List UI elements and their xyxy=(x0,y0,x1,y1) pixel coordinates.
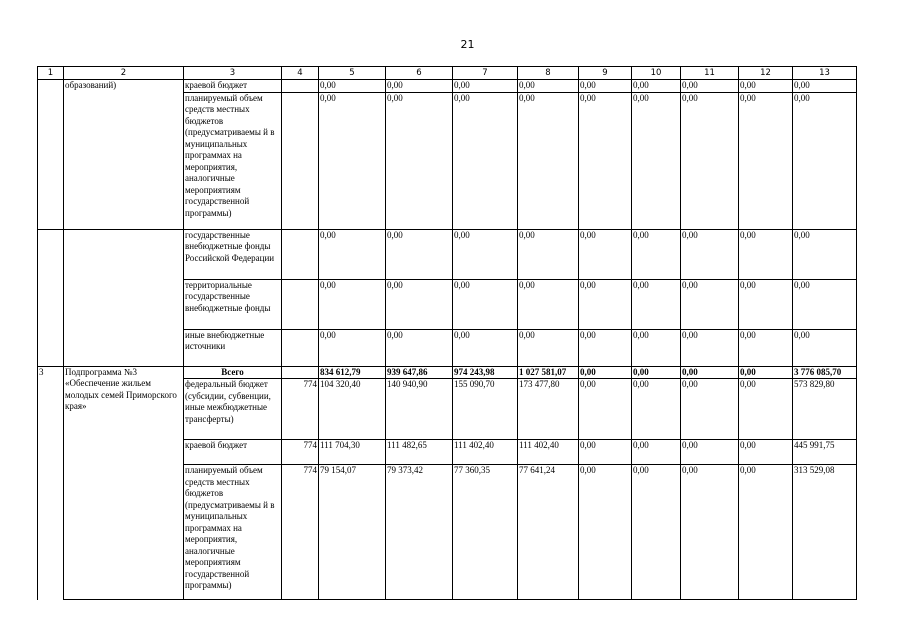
value-cell: 0,00 xyxy=(579,279,632,329)
value-cell: 0,00 xyxy=(579,329,632,366)
value-cell: 0,00 xyxy=(579,366,632,379)
value-cell: 104 320,40 xyxy=(319,379,386,440)
value-cell: 111 482,65 xyxy=(386,440,453,465)
value-cell: 79 373,42 xyxy=(386,465,453,600)
value-cell: 0,00 xyxy=(319,279,386,329)
value-cell: 0,00 xyxy=(319,229,386,279)
value-cell: 0,00 xyxy=(632,279,681,329)
page-number: 21 xyxy=(460,38,475,51)
value-cell: 0,00 xyxy=(681,229,739,279)
value-cell: 0,00 xyxy=(739,229,793,279)
funding-source-cell: государственные внебюджетные фонды Российской Федерации xyxy=(184,229,282,279)
column-header: 7 xyxy=(453,67,518,80)
row-number-cell xyxy=(38,279,64,329)
column-header: 12 xyxy=(739,67,793,80)
row-number-cell xyxy=(38,440,64,465)
column-header: 13 xyxy=(793,67,857,80)
value-cell: 0,00 xyxy=(739,92,793,229)
value-cell: 0,00 xyxy=(681,440,739,465)
value-cell: 0,00 xyxy=(319,329,386,366)
value-cell: 0,00 xyxy=(793,80,857,93)
value-cell: 79 154,07 xyxy=(319,465,386,600)
value-cell: 834 612,79 xyxy=(319,366,386,379)
kbk-code xyxy=(282,92,319,229)
value-cell: 939 647,86 xyxy=(386,366,453,379)
value-cell: 77 360,35 xyxy=(453,465,518,600)
value-cell: 0,00 xyxy=(793,229,857,279)
column-header: 4 xyxy=(282,67,319,80)
value-cell: 111 704,30 xyxy=(319,440,386,465)
budget-table xyxy=(37,66,857,600)
program-name-cell xyxy=(64,329,184,366)
funding-source-cell: планируемый объем средств местных бюджетов (предусматриваемы й в муниципальных программах на мероприятия, аналогичные мероприятиям государственной программы) xyxy=(184,465,282,600)
value-cell: 0,00 xyxy=(386,92,453,229)
column-header: 8 xyxy=(518,67,579,80)
program-name-cell xyxy=(64,92,184,229)
table-row xyxy=(38,80,857,93)
value-cell: 0,00 xyxy=(739,329,793,366)
value-cell: 0,00 xyxy=(453,92,518,229)
value-cell: 0,00 xyxy=(579,379,632,440)
row-number-cell xyxy=(38,379,64,440)
program-name-cell: образований) xyxy=(64,80,184,93)
value-cell: 77 641,24 xyxy=(518,465,579,600)
value-cell: 0,00 xyxy=(632,366,681,379)
program-name-cell xyxy=(64,279,184,329)
row-number-cell xyxy=(38,80,64,93)
program-name-cell xyxy=(64,229,184,279)
value-cell: 0,00 xyxy=(681,379,739,440)
value-cell: 0,00 xyxy=(739,366,793,379)
value-cell: 0,00 xyxy=(319,80,386,93)
value-cell: 0,00 xyxy=(518,92,579,229)
column-header: 1 xyxy=(38,67,64,80)
kbk-code xyxy=(282,80,319,93)
row-number-cell xyxy=(38,92,64,229)
table-row xyxy=(38,279,857,329)
value-cell: 0,00 xyxy=(681,279,739,329)
funding-source-cell: иные внебюджетные источники xyxy=(184,329,282,366)
funding-source-cell: краевой бюджет xyxy=(184,440,282,465)
value-cell: 0,00 xyxy=(793,279,857,329)
value-cell: 0,00 xyxy=(739,279,793,329)
funding-source-cell: планируемый объем средств местных бюджетов (предусматриваемы й в муниципальных программах на мероприятия, аналогичные мероприятиям государственной программы) xyxy=(184,92,282,229)
value-cell: 0,00 xyxy=(681,80,739,93)
value-cell: 0,00 xyxy=(453,80,518,93)
column-header: 2 xyxy=(64,67,184,80)
value-cell: 0,00 xyxy=(453,329,518,366)
value-cell: 0,00 xyxy=(518,279,579,329)
kbk-code xyxy=(282,329,319,366)
value-cell: 0,00 xyxy=(386,329,453,366)
funding-source-cell: краевой бюджет xyxy=(184,80,282,93)
column-header: 10 xyxy=(632,67,681,80)
value-cell: 974 243,98 xyxy=(453,366,518,379)
kbk-code xyxy=(282,366,319,379)
value-cell: 0,00 xyxy=(632,80,681,93)
value-cell: 3 776 085,70 xyxy=(793,366,857,379)
funding-source-cell: территориальные государственные внебюджетные фонды xyxy=(184,279,282,329)
value-cell: 0,00 xyxy=(579,229,632,279)
subprogram-name-cell: Подпрограмма №3 «Обеспечение жильем молодых семей Приморского края» xyxy=(64,366,184,600)
row-number-cell xyxy=(38,229,64,279)
value-cell: 0,00 xyxy=(518,229,579,279)
value-cell: 155 090,70 xyxy=(453,379,518,440)
value-cell: 0,00 xyxy=(632,329,681,366)
column-header: 11 xyxy=(681,67,739,80)
value-cell: 173 477,80 xyxy=(518,379,579,440)
value-cell: 0,00 xyxy=(453,229,518,279)
column-number-row xyxy=(38,67,857,80)
value-cell: 0,00 xyxy=(739,80,793,93)
funding-source-cell: Всего xyxy=(184,366,282,379)
value-cell: 0,00 xyxy=(739,440,793,465)
kbk-code xyxy=(282,279,319,329)
value-cell: 0,00 xyxy=(632,229,681,279)
row-number-cell: 3 xyxy=(38,366,64,379)
value-cell: 0,00 xyxy=(579,92,632,229)
value-cell: 0,00 xyxy=(793,92,857,229)
table-row xyxy=(38,229,857,279)
value-cell: 0,00 xyxy=(386,279,453,329)
value-cell: 0,00 xyxy=(386,229,453,279)
value-cell: 0,00 xyxy=(518,80,579,93)
value-cell: 111 402,40 xyxy=(518,440,579,465)
column-header: 6 xyxy=(386,67,453,80)
value-cell: 140 940,90 xyxy=(386,379,453,440)
value-cell: 0,00 xyxy=(681,366,739,379)
table-row xyxy=(38,329,857,366)
column-header: 3 xyxy=(184,67,282,80)
value-cell: 0,00 xyxy=(739,465,793,600)
total-row xyxy=(38,366,857,379)
value-cell: 0,00 xyxy=(453,279,518,329)
value-cell: 0,00 xyxy=(681,329,739,366)
value-cell: 0,00 xyxy=(386,80,453,93)
row-number-cell xyxy=(38,329,64,366)
kbk-code: 774 xyxy=(282,465,319,600)
value-cell: 111 402,40 xyxy=(453,440,518,465)
value-cell: 0,00 xyxy=(579,440,632,465)
value-cell: 0,00 xyxy=(632,440,681,465)
column-header: 5 xyxy=(319,67,386,80)
value-cell: 0,00 xyxy=(681,465,739,600)
value-cell: 1 027 581,07 xyxy=(518,366,579,379)
kbk-code: 774 xyxy=(282,379,319,440)
value-cell: 0,00 xyxy=(681,92,739,229)
value-cell: 0,00 xyxy=(632,92,681,229)
value-cell: 313 529,08 xyxy=(793,465,857,600)
value-cell: 0,00 xyxy=(579,465,632,600)
value-cell: 0,00 xyxy=(319,92,386,229)
value-cell: 445 991,75 xyxy=(793,440,857,465)
column-header: 9 xyxy=(579,67,632,80)
value-cell: 573 829,80 xyxy=(793,379,857,440)
value-cell: 0,00 xyxy=(739,379,793,440)
value-cell: 0,00 xyxy=(632,379,681,440)
kbk-code: 774 xyxy=(282,440,319,465)
value-cell: 0,00 xyxy=(518,329,579,366)
kbk-code xyxy=(282,229,319,279)
table-row xyxy=(38,92,857,229)
value-cell: 0,00 xyxy=(632,465,681,600)
row-number-cell xyxy=(38,465,64,600)
funding-source-cell: федеральный бюджет (субсидии, субвенции, иные межбюджетные трансферты) xyxy=(184,379,282,440)
value-cell: 0,00 xyxy=(793,329,857,366)
value-cell: 0,00 xyxy=(579,80,632,93)
